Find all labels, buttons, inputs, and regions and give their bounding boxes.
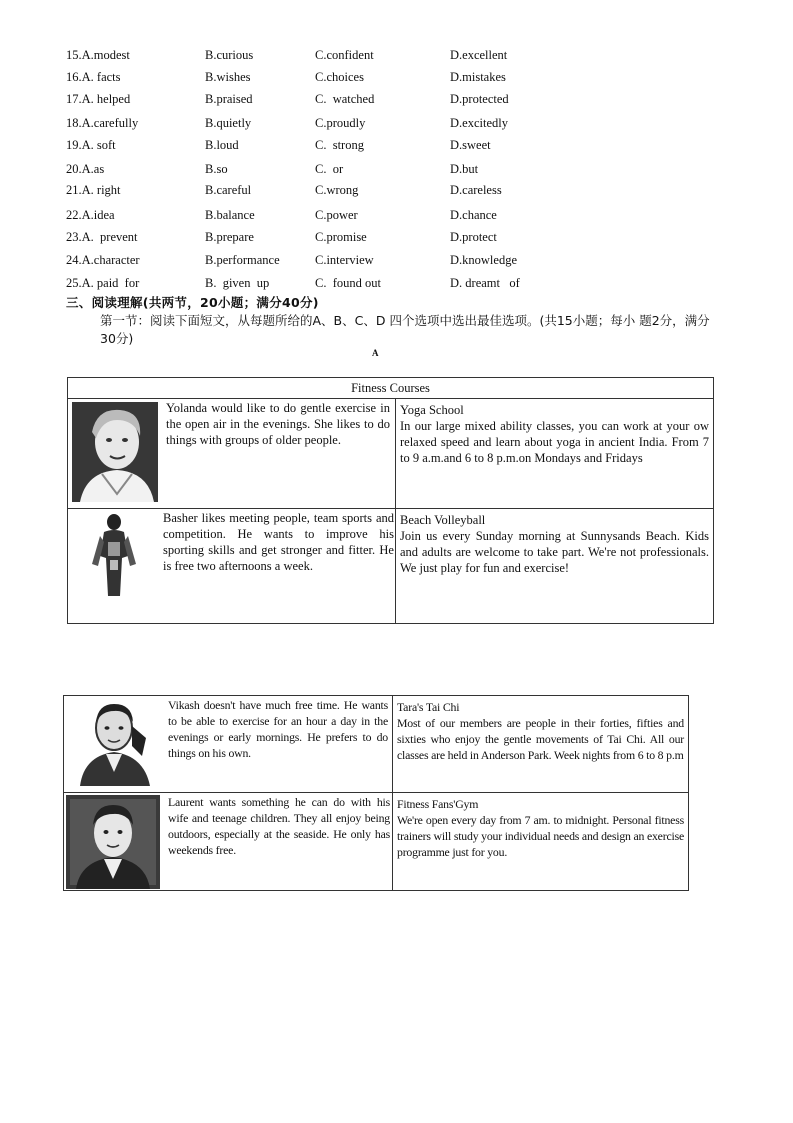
option-a: 22.A.idea bbox=[66, 208, 115, 222]
option-a: 18.A.carefully bbox=[66, 116, 139, 130]
option-d: D.excellent bbox=[450, 48, 508, 62]
option-b: B.careful bbox=[205, 183, 252, 197]
person-cell bbox=[68, 399, 396, 509]
course-title: Fitness Fans'Gym bbox=[397, 797, 479, 811]
table-row bbox=[68, 399, 714, 509]
option-row-15 bbox=[66, 45, 626, 65]
option-a: 15.A.modest bbox=[66, 48, 130, 62]
person-description: Basher likes meeting people, team sports and competition. He wants to improve his sporting skills and get stronger and fitter. He is free two afternoons a week. bbox=[163, 511, 394, 573]
fitness-courses-table bbox=[67, 377, 714, 624]
course-text: In our large mixed ability classes, you can work at your ow relaxed speed and learn about yoga in ancient India. From 7 to 9 a.m.and 6 to 8 p.m.on Mondays and Fridays bbox=[400, 419, 710, 465]
option-c: C. strong bbox=[315, 138, 364, 152]
course-text: Most of our members are people in their forties, fifties and sixties who enjoy the gentle movements of Tai Chi. All our classes are held in Anderson Park. Week nights from 6 to 8 p.m bbox=[397, 716, 684, 762]
option-a: 19.A. soft bbox=[66, 138, 116, 152]
option-d: D.knowledge bbox=[450, 253, 517, 267]
option-row-17 bbox=[66, 89, 626, 109]
course-text: Join us every Sunday morning at Sunnysands Beach. Kids and adults are welcome to take part. We're not professionals. We just play for fun and exercise! bbox=[400, 529, 710, 575]
option-d: D.protected bbox=[450, 92, 509, 106]
option-d: D.careless bbox=[450, 183, 502, 197]
option-d: D.protect bbox=[450, 230, 497, 244]
option-b: B.wishes bbox=[205, 70, 251, 84]
option-b: B.performance bbox=[205, 253, 280, 267]
man-standing-icon bbox=[86, 512, 142, 596]
option-a: 20.A.as bbox=[66, 162, 105, 176]
option-a: 21.A. right bbox=[66, 183, 121, 197]
person-cell bbox=[68, 509, 396, 624]
option-row-21 bbox=[66, 180, 626, 200]
option-d: D. dreamt of bbox=[450, 276, 520, 290]
option-c: C.confident bbox=[315, 48, 374, 62]
option-c: C. or bbox=[315, 162, 344, 176]
person-description: Yolanda would like to do gentle exercise in the open air in the evenings. She likes to do things with groups of older people. bbox=[166, 401, 390, 447]
passage-label: A bbox=[372, 348, 379, 358]
fitness-courses-table-2 bbox=[63, 695, 689, 891]
option-row-25 bbox=[66, 273, 626, 293]
option-d: D.sweet bbox=[450, 138, 491, 152]
person-description: Laurent wants something he can do with his wife and teenage children. They all enjoy being outdoors, especially at the seaside. He only has weekends free. bbox=[168, 795, 390, 857]
option-c: C.power bbox=[315, 208, 358, 222]
option-c: C.promise bbox=[315, 230, 367, 244]
option-row-24 bbox=[66, 250, 626, 270]
course-title: Beach Volleyball bbox=[400, 513, 486, 527]
course-title: Tara's Tai Chi bbox=[397, 700, 460, 714]
option-d: D.chance bbox=[450, 208, 497, 222]
option-b: B. given up bbox=[205, 276, 270, 290]
option-b: B.balance bbox=[205, 208, 255, 222]
section-instruction: 第一节：阅读下面短文，从每题所给的A、B、C、D 四个选项中选出最佳选项。(共15小题；每小 题2分，满分30分) bbox=[100, 313, 710, 346]
course-cell bbox=[396, 399, 714, 509]
person-cell bbox=[64, 793, 393, 891]
table-row bbox=[68, 509, 714, 624]
option-c: C.interview bbox=[315, 253, 374, 267]
option-a: 23.A. prevent bbox=[66, 230, 138, 244]
person-description: Vikash doesn't have much free time. He wants to be able to exercise for an hour a day in the evenings or early mornings. He prefers to do things on his own. bbox=[168, 698, 388, 760]
section-heading: 三、阅读理解(共两节，20小题；满分40分) bbox=[66, 295, 319, 310]
man-portrait-icon bbox=[66, 795, 160, 889]
option-c: C.proudly bbox=[315, 116, 366, 130]
man-on-phone-icon bbox=[76, 698, 154, 786]
option-row-16 bbox=[66, 67, 626, 87]
option-b: B.quietly bbox=[205, 116, 252, 130]
course-cell bbox=[396, 509, 714, 624]
course-cell bbox=[393, 793, 689, 891]
option-a: 17.A. helped bbox=[66, 92, 131, 106]
option-b: B.curious bbox=[205, 48, 254, 62]
option-row-23 bbox=[66, 227, 626, 247]
option-b: B.loud bbox=[205, 138, 239, 152]
option-row-20 bbox=[66, 159, 626, 179]
option-c: C. watched bbox=[315, 92, 375, 106]
option-row-19 bbox=[66, 135, 626, 155]
option-d: D.but bbox=[450, 162, 479, 176]
option-a: 25.A. paid for bbox=[66, 276, 140, 290]
option-d: D.mistakes bbox=[450, 70, 506, 84]
option-b: B.so bbox=[205, 162, 228, 176]
course-text: We're open every day from 7 am. to midnight. Personal fitness trainers will study your individual needs and design an exercise programme just for you. bbox=[397, 813, 684, 859]
option-a: 24.A.character bbox=[66, 253, 140, 267]
person-cell bbox=[64, 696, 393, 793]
option-d: D.excitedly bbox=[450, 116, 508, 130]
woman-portrait-icon bbox=[72, 402, 158, 502]
table-row bbox=[64, 793, 689, 891]
option-c: C. found out bbox=[315, 276, 381, 290]
course-title: Yoga School bbox=[400, 403, 464, 417]
option-row-18 bbox=[66, 113, 626, 133]
option-row-22 bbox=[66, 205, 626, 225]
table-title: Fitness Courses bbox=[68, 378, 714, 399]
option-c: C.choices bbox=[315, 70, 364, 84]
option-b: B.prepare bbox=[205, 230, 254, 244]
option-a: 16.A. facts bbox=[66, 70, 121, 84]
option-c: C.wrong bbox=[315, 183, 359, 197]
option-b: B.praised bbox=[205, 92, 253, 106]
table-row bbox=[64, 696, 689, 793]
course-cell bbox=[393, 696, 689, 793]
